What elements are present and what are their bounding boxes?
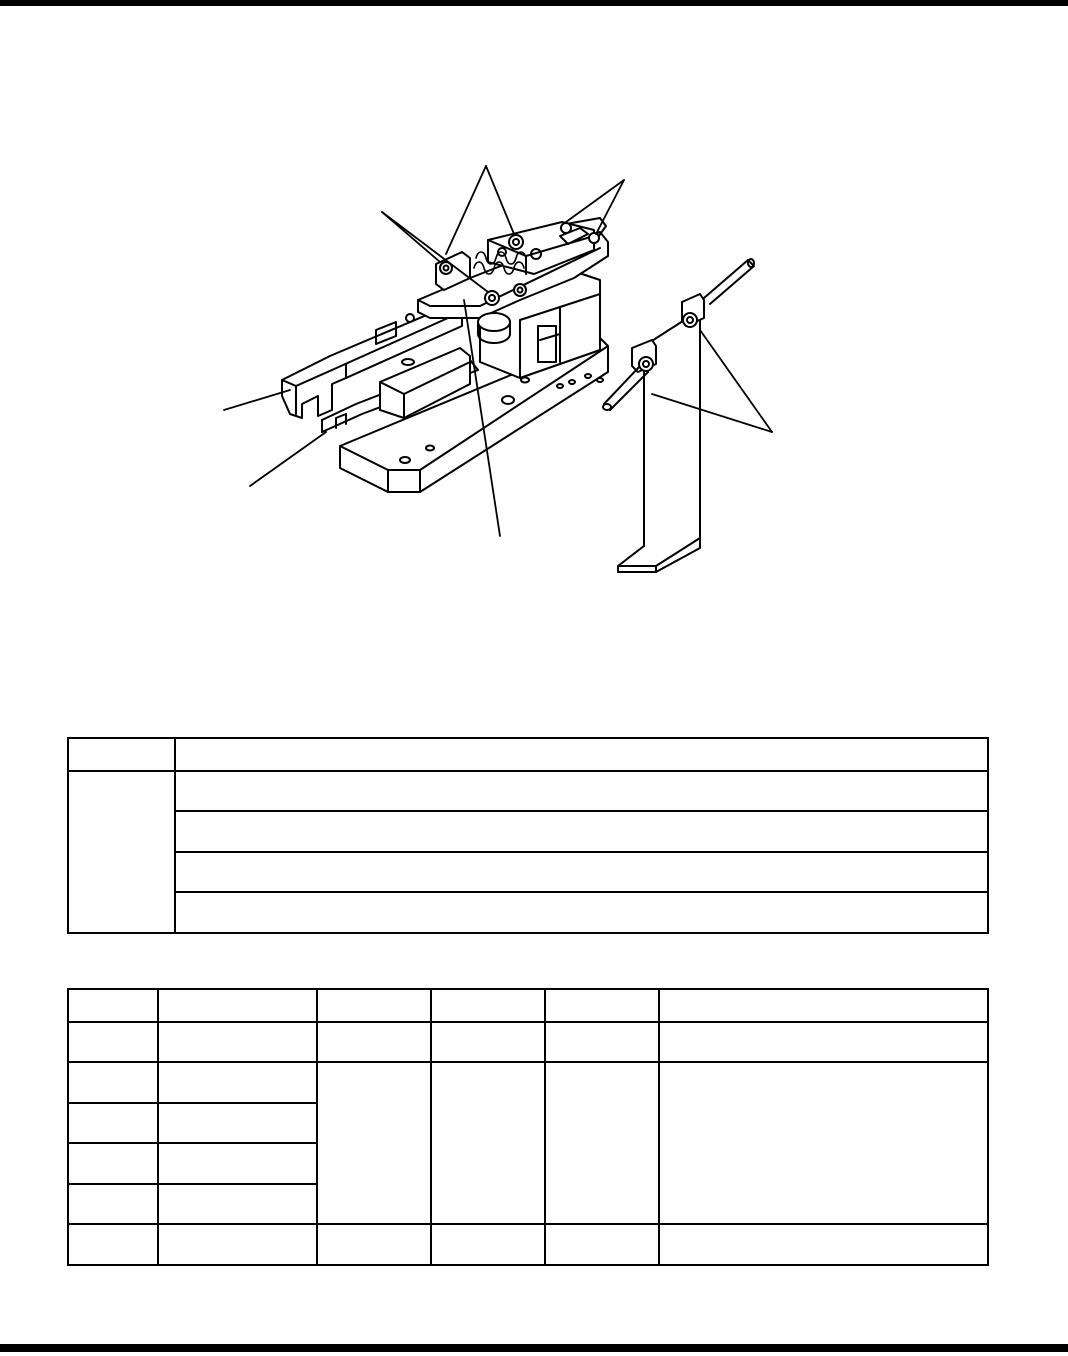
table-cell (68, 1143, 158, 1184)
table-cell (545, 1062, 659, 1224)
table-cell (659, 1022, 988, 1062)
table-header-cell (158, 989, 317, 1022)
table-header-cell (545, 989, 659, 1022)
table-cell (175, 892, 988, 933)
table-header-row (68, 989, 988, 1022)
table-cell (545, 1224, 659, 1265)
table-cell (317, 1022, 431, 1062)
table-cell (545, 1022, 659, 1062)
table-cell (158, 1224, 317, 1265)
table-cell (317, 1062, 431, 1224)
table-cell (659, 1224, 988, 1265)
table-header-cell (431, 989, 545, 1022)
table-cell (158, 1022, 317, 1062)
table-cell (68, 1184, 158, 1224)
table-cell (175, 811, 988, 852)
table-cell (68, 1062, 158, 1103)
table-cell (659, 1062, 988, 1224)
table-cell (68, 1022, 158, 1062)
table-header-cell (317, 989, 431, 1022)
table-row (68, 811, 988, 852)
table-cell (175, 852, 988, 892)
spec-table-1 (67, 737, 989, 934)
table-row (68, 892, 988, 933)
table-header-cell (175, 738, 988, 771)
bottom-rule (0, 1344, 1068, 1352)
table-header-row (68, 738, 988, 771)
table-cell (158, 1103, 317, 1143)
table-cell (68, 1103, 158, 1143)
table-cell (431, 1224, 545, 1265)
table-cell (158, 1062, 317, 1103)
vertical-bracket (618, 294, 704, 572)
table-row (68, 1022, 988, 1062)
table-header-cell (68, 989, 158, 1022)
table-row (68, 1062, 988, 1103)
table-row (68, 1224, 988, 1265)
table-cell (175, 771, 988, 811)
table-header-cell (659, 989, 988, 1022)
table-header-cell (68, 738, 175, 771)
table-cell (431, 1022, 545, 1062)
table-row (68, 852, 988, 892)
table-cell (317, 1224, 431, 1265)
mechanism-illustration (0, 0, 1068, 620)
table-cell (68, 1224, 158, 1265)
table-cell (158, 1184, 317, 1224)
spec-table-2 (67, 988, 989, 1266)
table-cell (158, 1143, 317, 1184)
table-cell (68, 771, 175, 933)
table-cell (431, 1062, 545, 1224)
table-row (68, 771, 988, 811)
